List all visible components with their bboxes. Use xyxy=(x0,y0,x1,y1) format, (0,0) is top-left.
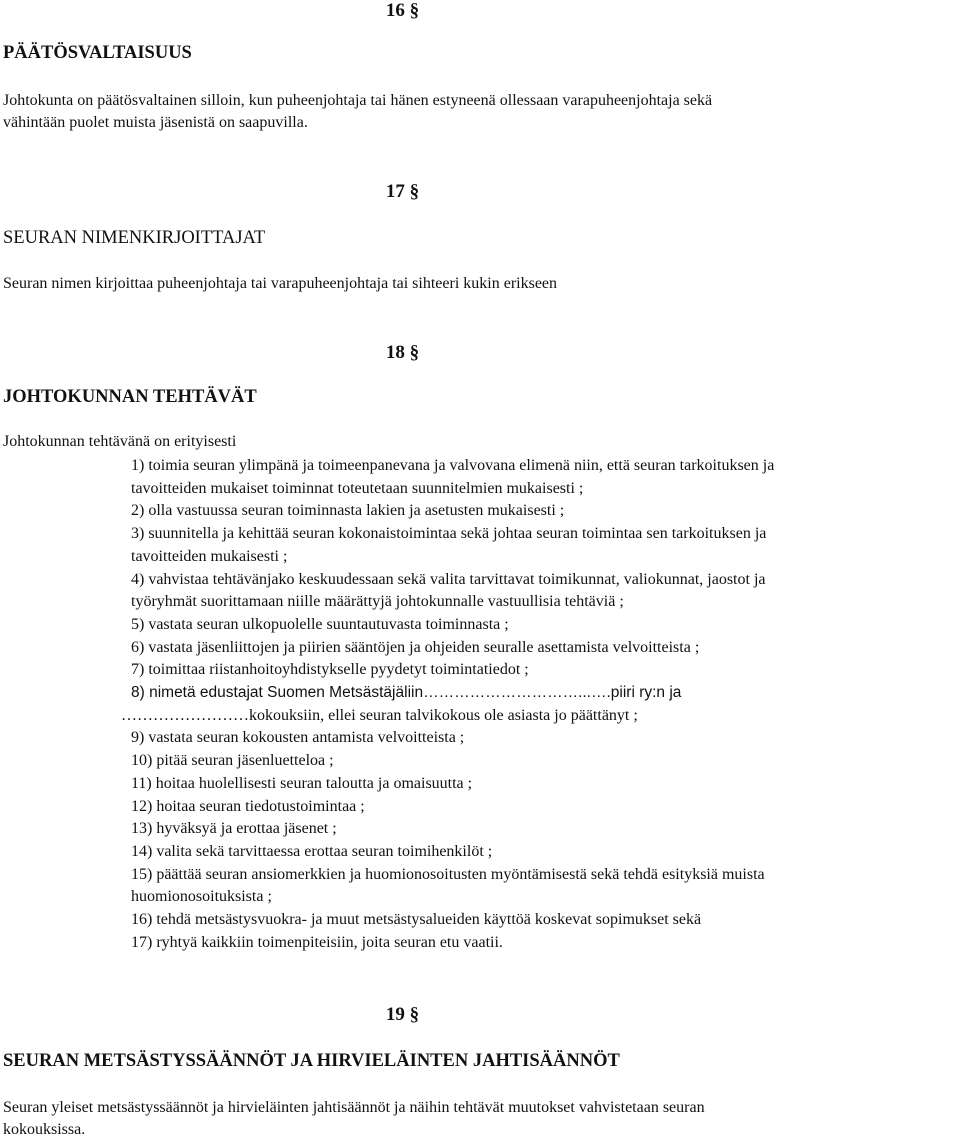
list-line: 9) vastata seuran kokousten antamista velvoitteista ; xyxy=(131,729,465,747)
list-line: 3) suunnitella ja kehittää seuran kokonaistoimintaa sekä johtaa seuran toimintaa sen tarkoituksen ja xyxy=(131,525,767,543)
body-line: vähintään puolet muista jäsenistä on saapuvilla. xyxy=(3,114,308,131)
section-number: 18 § xyxy=(385,342,420,363)
section-body xyxy=(3,1097,953,1141)
list-line: työryhmät suorittamaan niille määrättyjä johtokunnalle vastuullisia tehtäviä ; xyxy=(131,593,624,611)
list-line: 17) ryhtyä kaikkiin toimenpiteisiin, joita seuran etu vaatii. xyxy=(131,933,503,951)
list-line: 13) hyväksyä ja erottaa jäsenet ; xyxy=(131,820,337,838)
section-intro xyxy=(3,431,953,453)
list-line: 12) hoitaa seuran tiedotustoimintaa ; xyxy=(131,797,365,815)
section-number: 16 § xyxy=(385,0,420,21)
body-line: kokouksissa. xyxy=(3,1121,86,1138)
body-line: Johtokunta on päätösvaltainen silloin, kun puheenjohtaja tai hänen estyneenä ollessaan varapuheenjohtaja sekä xyxy=(3,92,713,109)
list-line: 16) tehdä metsästysvuokra- ja muut metsästysalueiden käyttöä koskevat sopimukset sekä xyxy=(131,911,702,929)
list-line: 2) olla vastuussa seuran toiminnasta lakien ja asetusten mukaisesti ; xyxy=(131,502,565,520)
list-line: 7) toimittaa riistanhoitoyhdistykselle pyydetyt toimintatiedot ; xyxy=(131,661,529,679)
section-heading: PÄÄTÖSVALTAISUUS xyxy=(3,43,192,63)
list-line: 10) pitää seuran jäsenluetteloa ; xyxy=(131,752,334,770)
section-number: 19 § xyxy=(385,1004,420,1025)
section-body xyxy=(3,273,953,295)
section-number: 17 § xyxy=(385,181,420,202)
body-line: Seuran yleiset metsästyssäännöt ja hirvieläinten jahtisäännöt ja näihin tehtävät muutokset vahvistetaan seuran xyxy=(3,1099,705,1116)
list-line: 8) nimetä edustajat Suomen Metsästäjäliin…………………………...….piiri ry:n ja xyxy=(131,684,682,702)
list-line: 11) hoitaa huolellisesti seuran taloutta ja omaisuutta ; xyxy=(131,774,473,792)
list-line: 1) toimia seuran ylimpänä ja toimeenpanevana ja valvovana elimenä niin, että seuran tarkoituksen ja xyxy=(131,457,775,474)
duties-list xyxy=(121,455,956,954)
list-line: 6) vastata jäsenliittojen ja piirien sääntöjen ja ohjeiden seuralle asettamista velvoitteista ; xyxy=(131,638,700,656)
list-line: ……………………kokouksiin, ellei seuran talvikokous ole asiasta jo päättänyt ; xyxy=(121,706,638,724)
intro-line: Johtokunnan tehtävänä on erityisesti xyxy=(3,433,237,450)
section-heading: JOHTOKUNNAN TEHTÄVÄT xyxy=(3,387,257,407)
list-line: 14) valita sekä tarvittaessa erottaa seuran toimihenkilöt ; xyxy=(131,842,493,860)
section-heading: SEURAN NIMENKIRJOITTAJAT xyxy=(3,228,266,248)
list-line: 15) päättää seuran ansiomerkkien ja huomionosoitusten myöntämisestä sekä tehdä esityksiä muista xyxy=(131,865,765,883)
list-line: tavoitteiden mukaiset toiminnat toteutetaan suunnitelmien mukaisesti ; xyxy=(131,479,584,497)
list-line: huomionosoituksista ; xyxy=(131,888,272,906)
list-line: 5) vastata seuran ulkopuolelle suuntautuvasta toiminnasta ; xyxy=(131,615,509,633)
list-line: tavoitteiden mukaisesti ; xyxy=(131,547,288,565)
body-line: Seuran nimen kirjoittaa puheenjohtaja tai varapuheenjohtaja tai sihteeri kukin erikseen xyxy=(3,275,558,292)
section-heading: SEURAN METSÄSTYSSÄÄNNÖT JA HIRVIELÄINTEN JAHTISÄÄNNÖT xyxy=(3,1051,620,1071)
section-body xyxy=(3,90,953,134)
list-line: 4) vahvistaa tehtävänjako keskuudessaan sekä valita tarvittavat toimikunnat, valiokunnat, jaostot ja xyxy=(131,570,766,588)
